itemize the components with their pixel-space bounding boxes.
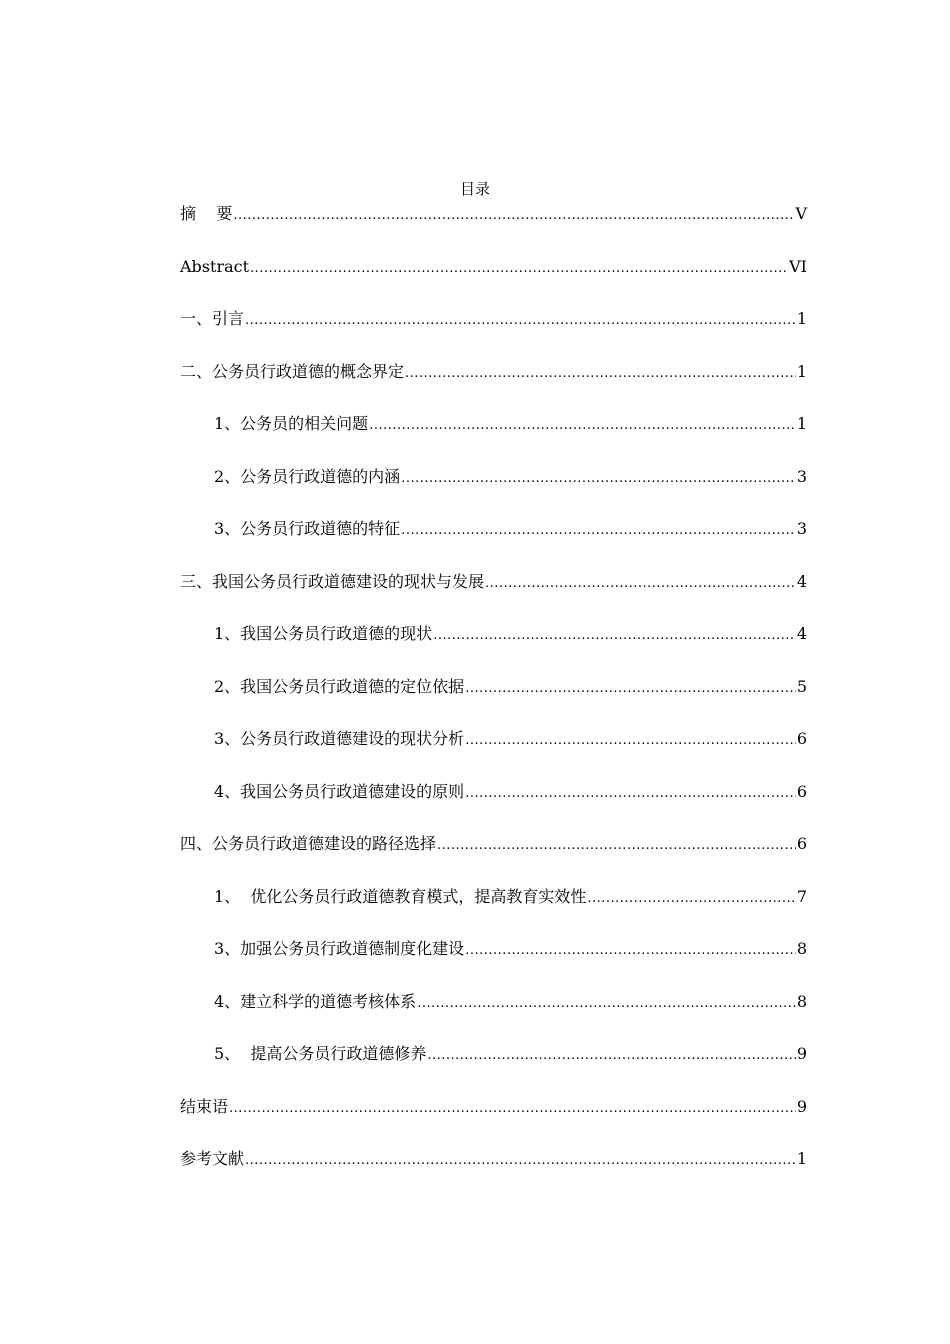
toc-entry[interactable] <box>180 199 807 252</box>
toc-leader-dots <box>245 1146 796 1176</box>
toc-leader-dots <box>427 1041 795 1071</box>
toc-entry-text: 三、我国公务员行政道德建设的现状与发展 <box>180 571 485 591</box>
toc-entry-text: 1、我国公务员行政道德的现状 <box>214 624 433 643</box>
toc-entry-page: 9 <box>796 1096 807 1116</box>
toc-entry-page: 7 <box>796 886 807 906</box>
toc-leader-dots <box>417 989 796 1019</box>
toc-entry-page: 1 <box>796 361 807 381</box>
toc-entry-text: 2、我国公务员行政道德的定位依据 <box>214 676 465 696</box>
toc-entry[interactable] <box>180 619 807 672</box>
toc-entry-page: 4 <box>796 571 807 591</box>
toc-entry-page: 3 <box>796 519 807 538</box>
toc-entry-page: 4 <box>796 624 807 643</box>
toc-entry[interactable] <box>180 777 807 830</box>
toc-leader-dots <box>229 1094 796 1124</box>
toc-entry-page: 8 <box>796 991 807 1011</box>
toc-leader-dots <box>465 674 796 704</box>
toc-list <box>180 199 807 1197</box>
toc-entry-text: 5、 提高公务员行政道德修养 <box>214 1044 427 1063</box>
toc-entry-text: Abstract <box>180 256 250 276</box>
toc-entry[interactable] <box>180 882 807 935</box>
toc-entry-page: 9 <box>796 1044 807 1063</box>
toc-entry[interactable] <box>180 567 807 620</box>
toc-entry-page: 1 <box>796 309 807 328</box>
toc-leader-dots <box>437 831 796 861</box>
toc-entry-page: 6 <box>796 781 807 801</box>
toc-entry[interactable] <box>180 724 807 777</box>
toc-entry-text: 结束语 <box>180 1096 229 1116</box>
toc-leader-dots <box>465 726 796 756</box>
toc-leader-dots <box>485 569 796 599</box>
toc-entry[interactable] <box>180 304 807 357</box>
toc-entry-text: 2、公务员行政道德的内涵 <box>214 466 401 486</box>
toc-entry-text: 参考文献 <box>180 1149 245 1168</box>
toc-entry[interactable] <box>180 672 807 725</box>
toc-leader-dots <box>433 621 796 651</box>
toc-entry-text: 4、我国公务员行政道德建设的原则 <box>214 781 465 801</box>
toc-entry-page: 6 <box>796 834 807 853</box>
toc-leader-dots <box>587 884 795 914</box>
toc-entry-text: 四、公务员行政道德建设的路径选择 <box>180 834 437 853</box>
toc-title: 目录 <box>459 180 490 198</box>
toc-leader-dots <box>401 516 796 546</box>
toc-leader-dots <box>233 201 794 231</box>
toc-leader-dots <box>245 306 796 336</box>
toc-entry[interactable] <box>180 1039 807 1092</box>
toc-entry-text: 3、加强公务员行政道德制度化建设 <box>214 939 465 958</box>
toc-entry-text: 一、引言 <box>180 309 245 328</box>
toc-entry[interactable] <box>180 934 807 987</box>
toc-entry-text: 二、公务员行政道德的概念界定 <box>180 361 405 381</box>
toc-entry-text: 4、建立科学的道德考核体系 <box>214 991 417 1011</box>
toc-entry-text: 3、公务员行政道德的特征 <box>214 519 401 538</box>
toc-entry-text: 1、公务员的相关问题 <box>214 414 369 433</box>
toc-entry-text: 摘 要 <box>180 204 233 223</box>
toc-entry[interactable] <box>180 409 807 462</box>
toc-entry[interactable] <box>180 987 807 1040</box>
toc-entry-page: V <box>795 204 807 223</box>
toc-entry-page: 1 <box>796 414 807 433</box>
toc-leader-dots <box>369 411 796 441</box>
toc-entry-page: VI <box>789 256 807 276</box>
toc-entry-page: 6 <box>796 729 807 748</box>
toc-entry[interactable] <box>180 514 807 567</box>
toc-leader-dots <box>465 779 796 809</box>
toc-leader-dots <box>465 936 796 966</box>
toc-leader-dots <box>401 464 796 494</box>
toc-entry-text: 3、公务员行政道德建设的现状分析 <box>214 729 465 748</box>
toc-entry[interactable] <box>180 829 807 882</box>
toc-entry[interactable] <box>180 252 807 305</box>
toc-entry-page: 5 <box>796 676 807 696</box>
toc-leader-dots <box>250 254 788 284</box>
toc-entry-page: 8 <box>796 939 807 958</box>
toc-entry-text: 1、 优化公务员行政道德教育模式，提高教育实效性 <box>214 886 587 906</box>
toc-entry[interactable] <box>180 1092 807 1145</box>
toc-leader-dots <box>405 359 796 389</box>
toc-entry-page: 1 <box>796 1149 807 1168</box>
toc-entry[interactable] <box>180 462 807 515</box>
toc-entry-page: 3 <box>796 466 807 486</box>
toc-entry[interactable] <box>180 1144 807 1197</box>
toc-entry[interactable] <box>180 357 807 410</box>
